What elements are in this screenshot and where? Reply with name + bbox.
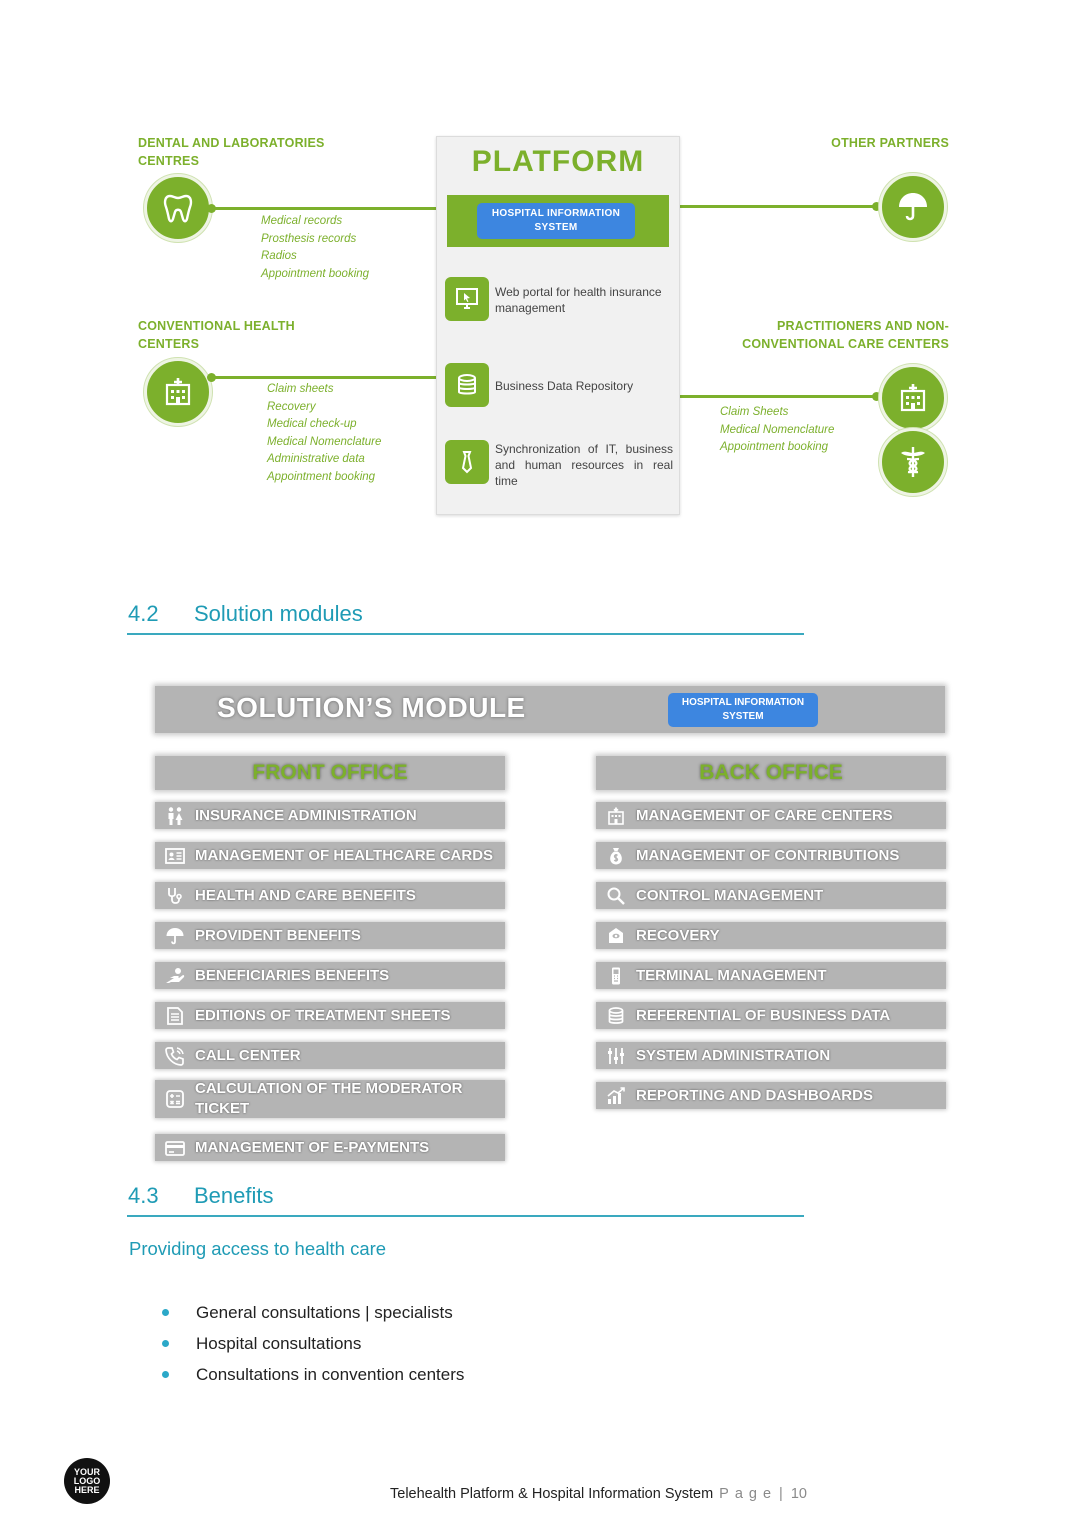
module-reporting-dashboards[interactable] xyxy=(596,1082,946,1109)
umbrella-icon xyxy=(155,926,195,946)
module-provident-benefits[interactable] xyxy=(155,922,505,949)
phone-icon xyxy=(155,1046,195,1066)
section-heading-4-3 xyxy=(128,1183,274,1209)
module-healthcare-cards[interactable] xyxy=(155,842,505,869)
module-label: CALCULATION OF THE MODERATOR TICKET xyxy=(195,1080,463,1117)
list-item: Medical Nomenclature xyxy=(267,435,382,448)
page-separator: | xyxy=(779,1486,783,1502)
magnifier-icon xyxy=(596,886,636,906)
platform-panel xyxy=(436,136,680,515)
list-item: Administrative data xyxy=(267,453,365,465)
connector-line xyxy=(678,205,878,208)
module-label: REPORTING AND DASHBOARDS xyxy=(636,1086,873,1104)
database-icon xyxy=(596,1006,636,1026)
practitioners-items-list xyxy=(720,404,834,457)
module-referential-data[interactable] xyxy=(596,1002,946,1029)
umbrella-icon xyxy=(879,173,947,241)
money-bag-icon xyxy=(596,846,636,866)
module-label: TERMINAL MANAGEMENT xyxy=(636,966,827,984)
modules-header-bar xyxy=(155,686,945,733)
section-title: Benefits xyxy=(194,1183,274,1208)
front-office-list xyxy=(155,802,505,1162)
list-item: Medical Nomenclature xyxy=(720,423,835,436)
module-label: BENEFICIARIES BENEFITS xyxy=(195,966,390,984)
page-footer xyxy=(390,1486,807,1502)
page-number: 10 xyxy=(790,1486,807,1502)
list-item: Radios xyxy=(261,250,297,262)
list-item: Medical check-up xyxy=(267,418,357,430)
conventional-centers-title: CONVENTIONAL HEALTH CENTERS xyxy=(138,319,295,351)
module-label: INSURANCE ADMINISTRATION xyxy=(195,806,417,824)
module-system-administration[interactable] xyxy=(596,1042,946,1069)
module-label: SYSTEM ADMINISTRATION xyxy=(636,1046,831,1064)
module-e-payments[interactable] xyxy=(155,1134,505,1161)
page-label: Page xyxy=(719,1486,778,1502)
dental-centres-title: DENTAL AND LABORATORIES CENTRES xyxy=(138,136,325,168)
section-rule xyxy=(127,633,804,635)
people-icon xyxy=(155,806,195,826)
hospital-icon xyxy=(879,364,947,432)
module-label: PROVIDENT BENEFITS xyxy=(195,926,361,944)
module-label: MANAGEMENT OF E-PAYMENTS xyxy=(195,1138,430,1156)
module-label: EDITIONS OF TREATMENT SHEETS xyxy=(195,1006,451,1024)
caduceus-icon xyxy=(879,428,947,496)
section-number: 4.2 xyxy=(128,601,159,626)
chart-icon xyxy=(596,1086,636,1106)
list-item: Medical records xyxy=(261,215,343,227)
connector-line xyxy=(678,395,878,398)
section-rule xyxy=(127,1215,804,1217)
module-care-centers[interactable] xyxy=(596,802,946,829)
back-office-title: BACK OFFICE xyxy=(596,756,946,790)
tie-icon xyxy=(445,440,489,484)
list-item: Appointment booking xyxy=(720,441,829,453)
terminal-icon xyxy=(596,966,636,986)
hospital-icon xyxy=(144,358,212,426)
platform-title: PLATFORM xyxy=(471,145,645,178)
hospital-icon xyxy=(596,806,636,826)
document-icon xyxy=(155,1006,195,1026)
module-label: MANAGEMENT OF CARE CENTERS xyxy=(636,806,893,824)
company-logo xyxy=(64,1458,110,1504)
module-label: MANAGEMENT OF CONTRIBUTIONS xyxy=(636,846,900,864)
hand-icon xyxy=(155,966,195,986)
benefits-subtitle: Providing access to health care xyxy=(129,1238,387,1259)
feature-data-repository: Business Data Repository xyxy=(495,379,634,393)
module-treatment-sheets[interactable] xyxy=(155,1002,505,1029)
recovery-icon xyxy=(596,926,636,946)
module-label: REFERENTIAL OF BUSINESS DATA xyxy=(636,1006,891,1024)
connector-line xyxy=(212,376,436,379)
module-contributions[interactable] xyxy=(596,842,946,869)
list-item: Appointment booking xyxy=(261,267,370,280)
connector-line xyxy=(212,207,436,210)
tooth-icon xyxy=(144,174,212,242)
his-badge: HOSPITAL INFORMATION SYSTEM xyxy=(668,693,818,727)
module-label: MANAGEMENT OF HEALTHCARE CARDS xyxy=(195,846,494,864)
back-office-list xyxy=(596,802,946,1112)
document-title: Telehealth Platform & Hospital Information System xyxy=(390,1486,714,1502)
module-beneficiaries-benefits[interactable] xyxy=(155,962,505,989)
list-item: Consultations in convention centers xyxy=(160,1359,464,1390)
modules-title: SOLUTION’S MODULE xyxy=(217,692,526,723)
monitor-icon xyxy=(445,277,489,321)
dental-items-list xyxy=(261,213,369,283)
list-item: Appointment booking xyxy=(267,470,376,483)
other-partners-title: OTHER PARTNERS xyxy=(831,136,949,150)
module-label: HEALTH AND CARE BENEFITS xyxy=(195,886,416,904)
id-card-icon xyxy=(155,846,195,866)
calculator-icon xyxy=(155,1089,195,1109)
module-label: RECOVERY xyxy=(636,926,720,944)
list-item: Claim Sheets xyxy=(720,406,789,418)
module-label: CONTROL MANAGEMENT xyxy=(636,886,824,904)
module-health-care-benefits[interactable] xyxy=(155,882,505,909)
list-item: Claim sheets xyxy=(267,383,334,395)
list-item: Hospital consultations xyxy=(160,1328,464,1359)
module-moderator-ticket[interactable] xyxy=(155,1080,505,1118)
list-item: General consultations | specialists xyxy=(160,1297,464,1328)
section-title: Solution modules xyxy=(194,601,363,626)
module-insurance-administration[interactable] xyxy=(155,802,505,829)
list-item: Recovery xyxy=(267,400,316,413)
conventional-items-list xyxy=(267,381,381,486)
front-office-title: FRONT OFFICE xyxy=(155,756,505,790)
practitioners-title: PRACTITIONERS AND NON-CONVENTIONAL CARE CENTERS xyxy=(742,319,949,351)
database-icon xyxy=(445,363,489,407)
logo-text: YOUR LOGO HERE xyxy=(73,1466,101,1495)
his-badge: HOSPITAL INFORMATION SYSTEM xyxy=(477,203,635,239)
list-item: Prosthesis records xyxy=(261,232,357,245)
benefits-list xyxy=(160,1297,464,1390)
feature-synchronization: Synchronization of IT, business and human resources in real time xyxy=(495,442,673,488)
credit-card-icon xyxy=(155,1138,195,1158)
module-call-center[interactable] xyxy=(155,1042,505,1069)
module-label: CALL CENTER xyxy=(195,1046,301,1064)
section-number: 4.3 xyxy=(128,1183,159,1208)
his-band xyxy=(447,195,669,247)
section-heading-4-2 xyxy=(128,601,363,627)
feature-web-portal: Web portal for health insurance management xyxy=(495,285,662,315)
module-recovery[interactable] xyxy=(596,922,946,949)
sliders-icon xyxy=(596,1046,636,1066)
module-control-management[interactable] xyxy=(596,882,946,909)
stethoscope-icon xyxy=(155,886,195,906)
module-terminal-management[interactable] xyxy=(596,962,946,989)
